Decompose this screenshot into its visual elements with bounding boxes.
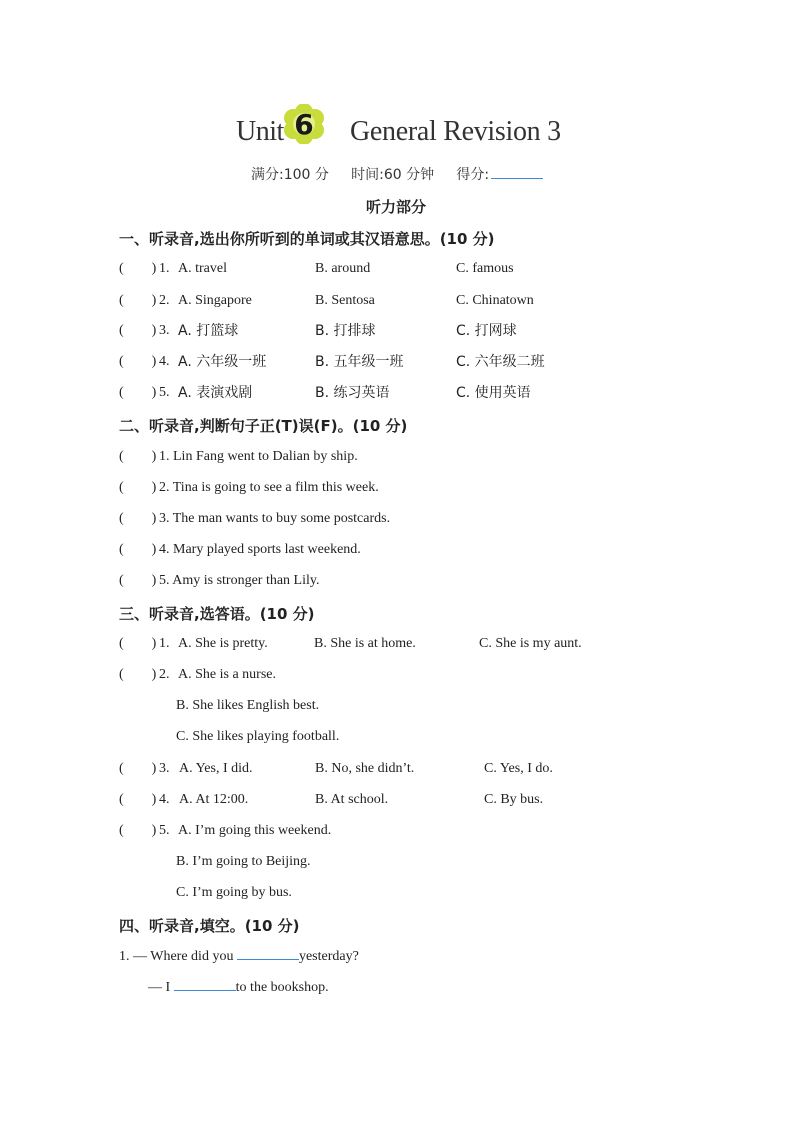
item-number: 3.	[159, 323, 170, 338]
option-a: A. I’m going this weekend.	[178, 823, 332, 838]
item-number: 4.	[159, 354, 170, 369]
option-c: C. 打网球	[456, 323, 517, 339]
reply-prefix: — I	[148, 980, 174, 995]
statement: 1. Lin Fang went to Dalian by ship.	[159, 449, 358, 464]
section4-heading: 四、听录音,填空。(10 分)	[119, 917, 300, 935]
reply-suffix: to the bookshop.	[235, 980, 329, 995]
section3-heading: 三、听录音,选答语。(10 分)	[119, 605, 315, 623]
answer-paren[interactable]: ( )	[119, 542, 157, 557]
item-number: 4.	[159, 792, 170, 807]
statement: 4. Mary played sports last weekend.	[159, 542, 361, 557]
option-a: A. At 12:00.	[179, 792, 249, 807]
answer-paren[interactable]: ( )	[119, 293, 157, 308]
option-c: C. famous	[456, 261, 514, 276]
statement: 2. Tina is going to see a film this week.	[159, 480, 379, 495]
question-prefix: 1. — Where did you	[119, 949, 237, 964]
answer-paren[interactable]: ( )	[119, 761, 157, 776]
answer-paren[interactable]: ( )	[119, 354, 157, 369]
answer-paren[interactable]: ( )	[119, 792, 157, 807]
option-a: A. 表演戏剧	[178, 385, 253, 401]
answer-paren[interactable]: ( )	[119, 573, 157, 588]
option-b: B. She is at home.	[314, 636, 416, 651]
option-a: A. 六年级一班	[178, 354, 267, 370]
option-b: B. No, she didn’t.	[315, 761, 415, 776]
option-c: C. 六年级二班	[456, 354, 545, 370]
option-b: B. 打排球	[315, 323, 376, 339]
title-unit: Unit	[236, 116, 284, 147]
answer-paren[interactable]: ( )	[119, 323, 157, 338]
option-c: C. By bus.	[484, 792, 544, 807]
score-label: 满分:100 分	[251, 167, 329, 183]
option-c: C. She likes playing football.	[176, 729, 340, 744]
section2-heading: 二、听录音,判断句子正(T)误(F)。(10 分)	[119, 417, 408, 435]
unit-number: 6	[294, 107, 314, 141]
option-b: B. I’m going to Beijing.	[176, 854, 311, 869]
option-c: C. She is my aunt.	[479, 636, 582, 651]
result-blank[interactable]	[491, 166, 543, 179]
answer-paren[interactable]: ( )	[119, 823, 157, 838]
item-number: 2.	[159, 293, 170, 308]
option-b: B. around	[315, 261, 371, 276]
result-label: 得分:	[456, 167, 490, 183]
exam-info	[251, 164, 543, 184]
option-c: C. 使用英语	[456, 385, 531, 401]
answer-blank[interactable]	[174, 978, 236, 991]
option-c: C. Yes, I do.	[484, 761, 553, 776]
title-name: General Revision 3	[350, 116, 561, 147]
question-suffix: yesterday?	[298, 949, 359, 964]
statement: 3. The man wants to buy some postcards.	[159, 511, 391, 526]
section1-heading: 一、听录音,选出你所听到的单词或其汉语意思。(10 分)	[119, 230, 495, 248]
answer-paren[interactable]: ( )	[119, 667, 157, 682]
item-number: 1.	[159, 636, 170, 651]
fill-reply-1	[148, 978, 329, 997]
statement: 5. Amy is stronger than Lily.	[159, 573, 320, 588]
answer-paren[interactable]: ( )	[119, 511, 157, 526]
option-a: A. 打篮球	[178, 323, 239, 339]
item-number: 3.	[159, 761, 170, 776]
fill-question-1	[119, 947, 359, 966]
option-b: B. Sentosa	[315, 293, 375, 308]
option-c: C. Chinatown	[456, 293, 534, 308]
option-a: A. She is a nurse.	[178, 667, 276, 682]
item-number: 1.	[159, 261, 170, 276]
subtitle: 听力部分	[366, 198, 427, 216]
option-a: A. She is pretty.	[178, 636, 268, 651]
item-number: 2.	[159, 667, 170, 682]
option-b: B. 五年级一班	[315, 354, 404, 370]
option-b: B. 练习英语	[315, 385, 390, 401]
answer-paren[interactable]: ( )	[119, 261, 157, 276]
option-a: A. Yes, I did.	[179, 761, 253, 776]
answer-paren[interactable]: ( )	[119, 449, 157, 464]
option-b: B. She likes English best.	[176, 698, 320, 713]
unit-number-badge	[284, 104, 324, 144]
answer-blank[interactable]	[237, 947, 299, 960]
option-a: A. travel	[178, 261, 227, 276]
answer-paren[interactable]: ( )	[119, 385, 157, 400]
answer-paren[interactable]: ( )	[119, 480, 157, 495]
option-c: C. I’m going by bus.	[176, 885, 292, 900]
answer-paren[interactable]: ( )	[119, 636, 157, 651]
option-a: A. Singapore	[178, 293, 252, 308]
time-label: 时间:60 分钟	[351, 167, 435, 183]
option-b: B. At school.	[315, 792, 389, 807]
item-number: 5.	[159, 823, 170, 838]
item-number: 5.	[159, 385, 170, 400]
